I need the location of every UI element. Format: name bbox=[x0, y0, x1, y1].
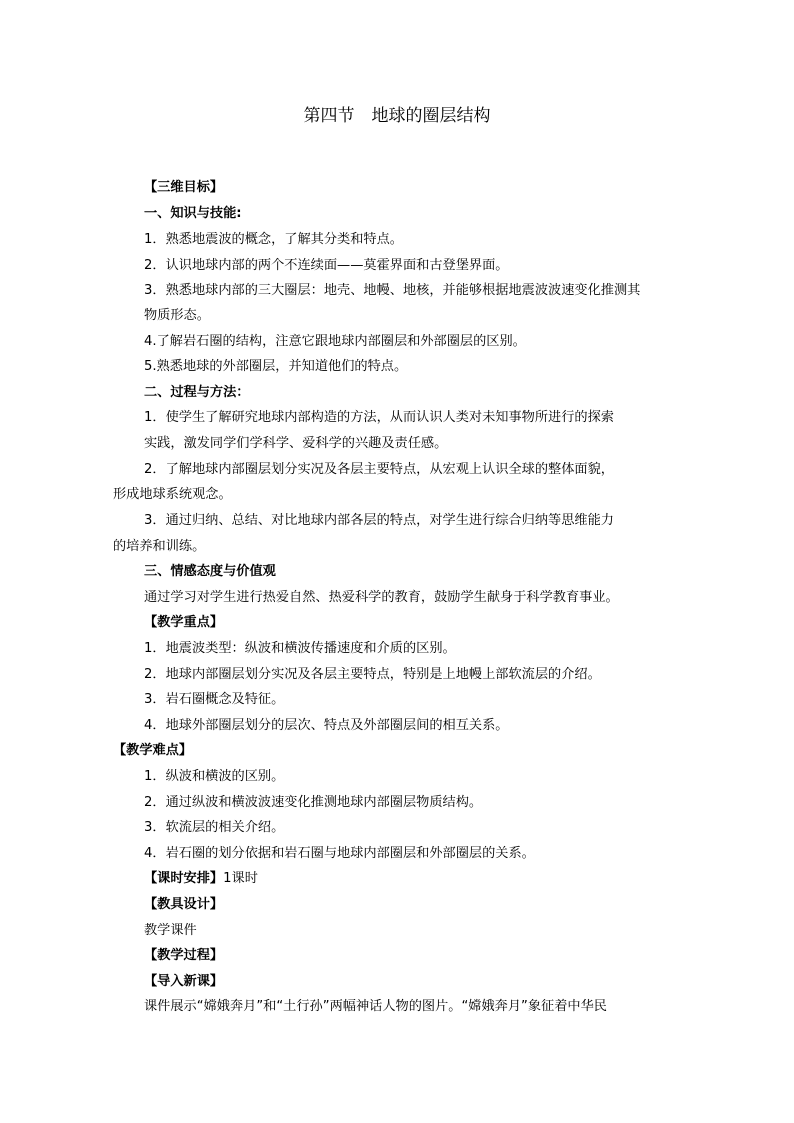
section-heading-objectives: 【三维目标】 bbox=[144, 180, 224, 195]
text-line: 实践，激发同学们学科学、爱科学的兴趣及责任感。 bbox=[144, 436, 448, 451]
text-line: 3．岩石圈概念及特征。 bbox=[144, 692, 285, 707]
text-line: 1．熟悉地震波的概念，了解其分类和特点。 bbox=[144, 232, 403, 247]
page-title: 第四节 地球的圈层结构 bbox=[303, 106, 491, 126]
text-line: 课件展示“嫦娥奔月”和“土行孙”两幅神话人物的图片。“嫦娥奔月”象征着中华民 bbox=[144, 999, 607, 1014]
text-line: 2．地球内部圈层划分实况及各层主要特点，特别是上地幔上部软流层的介绍。 bbox=[144, 667, 601, 682]
text-line: 形成地球系统观念。 bbox=[113, 487, 232, 502]
text-line: 2．认识地球内部的两个不连续面——莫霍界面和古登堡界面。 bbox=[144, 258, 509, 273]
text-line: 2．了解地球内部圈层划分实况及各层主要特点，从宏观上认识全球的整体面貌， bbox=[144, 462, 614, 477]
schedule-value: 1课时 bbox=[223, 871, 258, 886]
text-line: 4．岩石圈的划分依据和岩石圈与地球内部圈层和外部圈层的关系。 bbox=[144, 846, 535, 861]
section-heading-difficulties: 【教学难点】 bbox=[113, 743, 193, 758]
section-heading-teaching-process: 【教学过程】 bbox=[144, 948, 224, 963]
subheading-attitudes-values: 三、情感态度与价值观 bbox=[144, 564, 276, 579]
section-heading-introduction: 【导入新课】 bbox=[144, 974, 224, 989]
subheading-knowledge-skills: 一、知识与技能: bbox=[144, 206, 242, 221]
section-heading-schedule: 【课时安排】 bbox=[144, 871, 224, 886]
text-line: 1．使学生了解研究地球内部构造的方法，从而认识人类对未知事物所进行的探索 bbox=[144, 410, 614, 425]
text-line: 4．地球外部圈层划分的层次、特点及外部圈层间的相互关系。 bbox=[144, 718, 509, 733]
text-line: 3．熟悉地球内部的三大圈层：地壳、地幔、地核，并能够根据地震波波速变化推测其 bbox=[144, 283, 641, 298]
text-line: 3．通过归纳、总结、对比地球内部各层的特点，对学生进行综合归纳等思维能力 bbox=[144, 513, 614, 528]
section-heading-teaching-aids: 【教具设计】 bbox=[144, 897, 224, 912]
text-line: 的培养和训练。 bbox=[113, 539, 206, 554]
text-line: 5.熟悉地球的外部圈层，并知道他们的特点。 bbox=[144, 359, 408, 374]
subheading-process-methods: 二、过程与方法： bbox=[144, 385, 250, 400]
text-line: 1．纵波和横波的区别。 bbox=[144, 769, 285, 784]
text-line: 2．通过纵波和横波波速变化推测地球内部圈层物质结构。 bbox=[144, 795, 483, 810]
text-line: 1．地震波类型：纵波和横波传播速度和介质的区别。 bbox=[144, 641, 456, 656]
section-heading-key-points: 【教学重点】 bbox=[144, 615, 224, 630]
text-line: 3．软流层的相关介绍。 bbox=[144, 820, 285, 835]
text-line: 教学课件 bbox=[144, 923, 197, 938]
text-line: 通过学习对学生进行热爱自然、热爱科学的教育，鼓励学生献身于科学教育事业。 bbox=[144, 590, 619, 605]
text-line: 4.了解岩石圈的结构，注意它跟地球内部圈层和外部圈层的区别。 bbox=[144, 334, 526, 349]
schedule-line bbox=[144, 869, 258, 889]
text-line: 物质形态。 bbox=[144, 308, 210, 323]
